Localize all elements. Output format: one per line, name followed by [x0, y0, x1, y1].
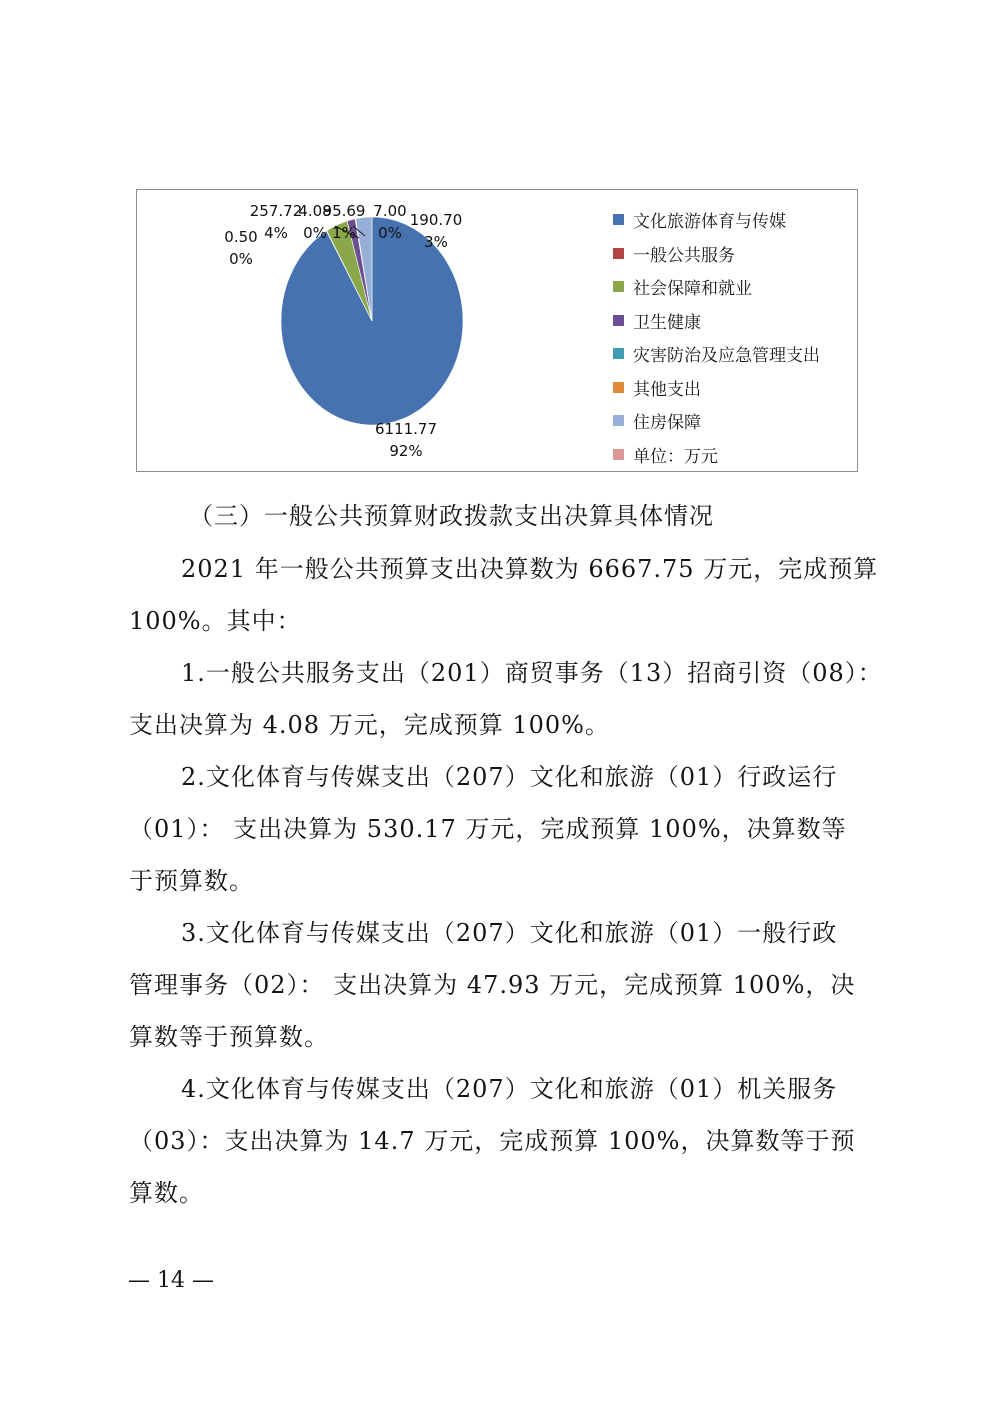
legend-swatch	[613, 415, 624, 426]
legend-label: 一般公共服务	[633, 245, 735, 266]
data-label-public-service: 4.08 0%	[298, 202, 332, 242]
paragraph-line: 2021 年一般公共预算支出决算数为 6667.75 万元，完成预算	[181, 555, 879, 583]
paragraph-line: 支出决算为 4.08 万元，完成预算 100%。	[129, 711, 610, 739]
expenditure-pie-chart	[136, 189, 858, 472]
legend-swatch	[613, 382, 624, 393]
paragraph-line: 2.文化体育与传媒支出（207）文化和旅游（01）行政运行	[181, 763, 838, 791]
legend-item	[613, 270, 820, 304]
legend-item	[613, 203, 820, 237]
legend-item	[613, 404, 820, 438]
legend-label: 其他支出	[633, 379, 701, 400]
legend-swatch	[613, 248, 624, 259]
legend-label: 卫生健康	[633, 312, 701, 333]
paragraph-line: 管理事务（02）： 支出决算为 47.93 万元，完成预算 100%，决	[129, 971, 856, 999]
legend-label: 灾害防治及应急管理支出	[633, 346, 820, 367]
section-heading: （三）一般公共预算财政拨款支出决算具体情况	[189, 502, 714, 530]
data-label-social-security: 257.72 4%	[249, 202, 303, 242]
legend-item	[613, 237, 820, 271]
legend-swatch	[613, 315, 624, 326]
legend-swatch	[613, 449, 624, 460]
paragraph-line: 于预算数。	[129, 867, 254, 895]
data-label-health: 95.69 1%	[322, 202, 366, 242]
legend-swatch	[613, 348, 624, 359]
page-number: — 14 —	[128, 1268, 214, 1293]
legend-label: 住房保障	[633, 413, 701, 434]
paragraph-line: 3.文化体育与传媒支出（207）文化和旅游（01）一般行政	[181, 919, 838, 947]
legend-item	[613, 371, 820, 405]
legend-label: 社会保障和就业	[633, 279, 752, 300]
paragraph-line: 1.一般公共服务支出（201）商贸事务（13）招商引资（08）：	[181, 659, 883, 687]
chart-legend	[613, 203, 820, 471]
legend-label: 文化旅游体育与传媒	[633, 212, 786, 233]
data-label-culture: 6111.77 92%	[374, 420, 438, 460]
legend-item	[613, 304, 820, 338]
legend-item	[613, 438, 820, 472]
paragraph-line: 4.文化体育与传媒支出（207）文化和旅游（01）机关服务	[181, 1075, 838, 1103]
data-label-housing: 190.70 3%	[409, 211, 463, 251]
paragraph-line: （01）： 支出决算为 530.17 万元，完成预算 100%，决算数等	[129, 815, 847, 843]
paragraph-line: 算数。	[129, 1179, 204, 1207]
legend-item	[613, 337, 820, 371]
legend-label: 单位：万元	[633, 446, 718, 467]
legend-swatch	[613, 214, 624, 225]
paragraph-line: 100%。其中：	[129, 607, 302, 635]
legend-swatch	[613, 281, 624, 292]
data-label-other: 0.50 0%	[224, 228, 258, 268]
data-label-emergency: 7.00 0%	[373, 202, 407, 242]
paragraph-line: （03）：支出决算为 14.7 万元，完成预算 100%，决算数等于预	[129, 1127, 856, 1155]
paragraph-line: 算数等于预算数。	[129, 1023, 329, 1051]
